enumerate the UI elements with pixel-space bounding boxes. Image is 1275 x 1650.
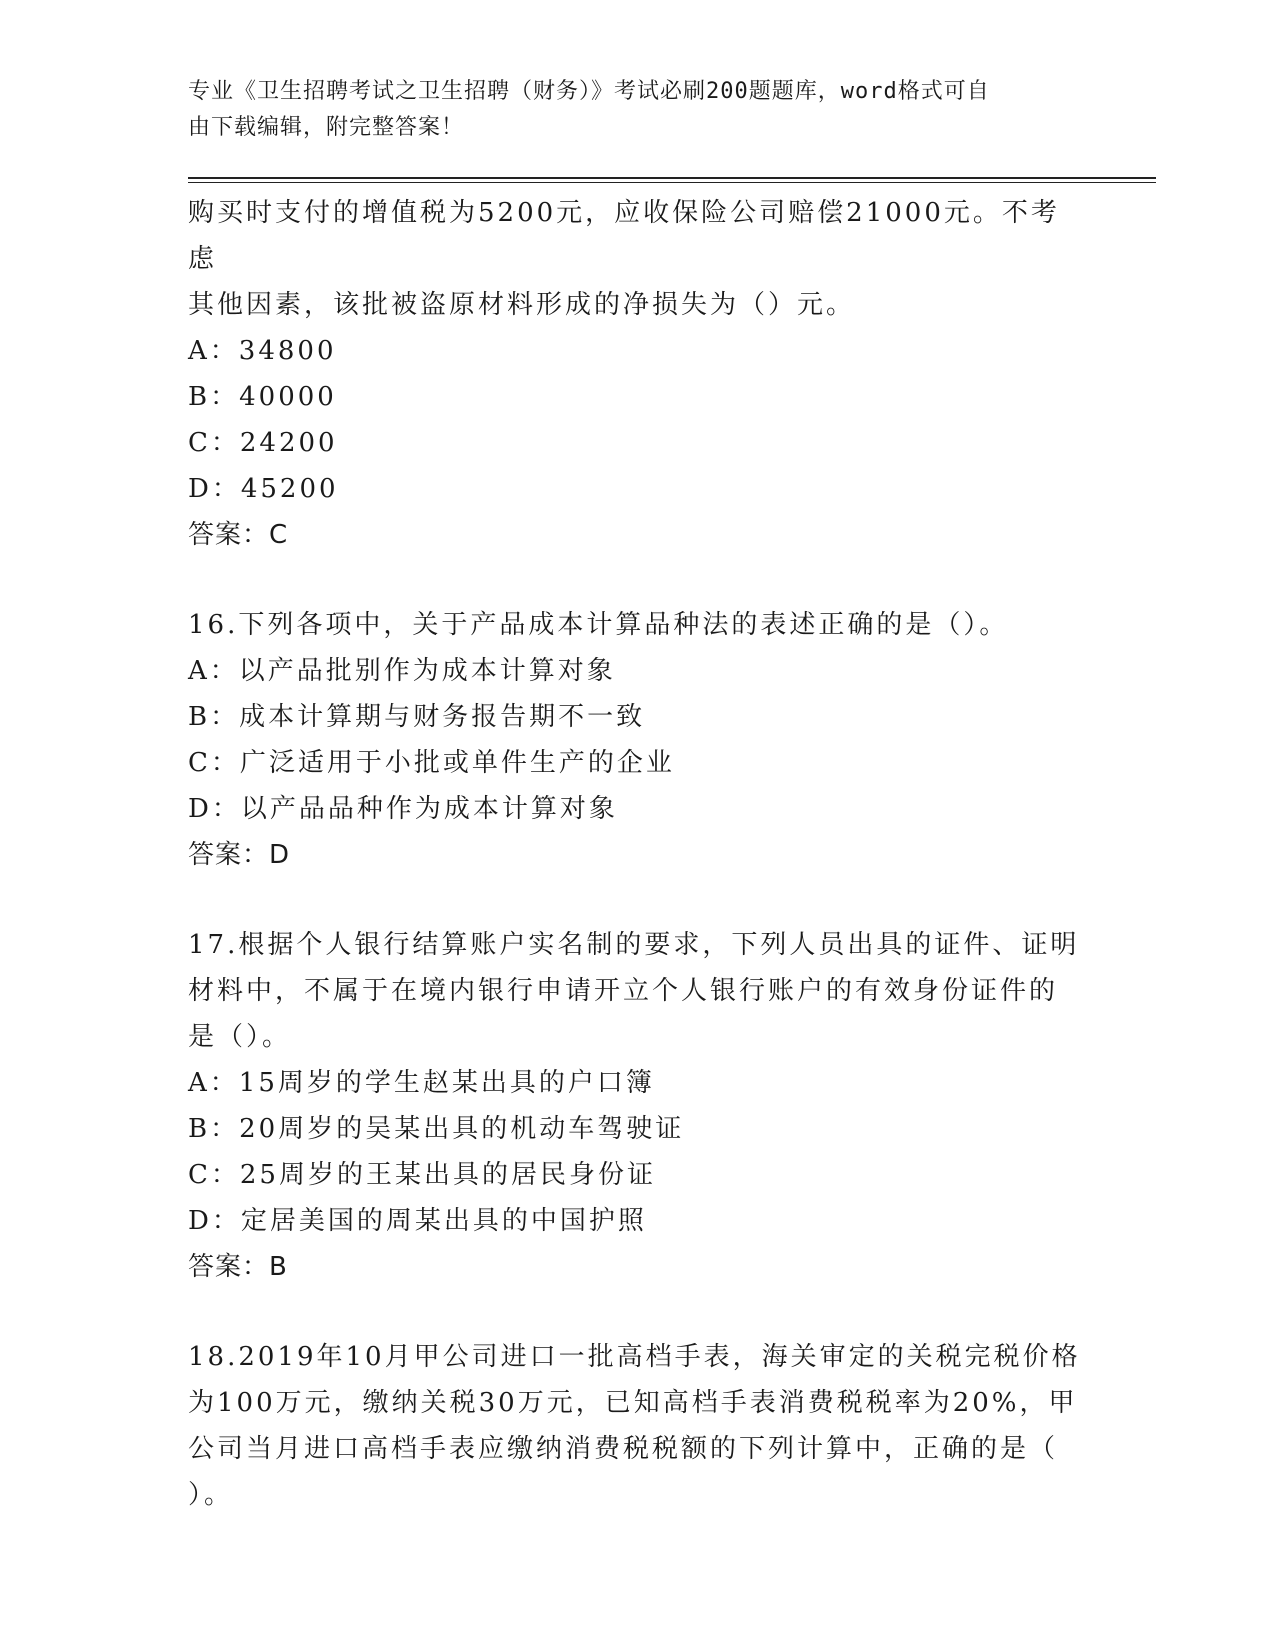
- option-d: D：以产品品种作为成本计算对象: [188, 794, 618, 824]
- question-text-line: 其他因素，该批被盗原材料形成的净损失为（）元。: [188, 290, 856, 320]
- question-text-line: 公司当月进口高档手表应缴纳消费税税额的下列计算中，正确的是（: [188, 1434, 1059, 1464]
- answer-line: 答案：B: [188, 1252, 288, 1282]
- answer-line: 答案：D: [188, 840, 291, 870]
- option-b: B：成本计算期与财务报告期不一致: [188, 702, 646, 732]
- question-text-line: 为100万元，缴纳关税30万元，已知高档手表消费税税率为20%，甲: [188, 1388, 1078, 1418]
- question-text-line: 16.下列各项中，关于产品成本计算品种法的表述正确的是（）。: [188, 610, 1009, 640]
- spacer: [188, 878, 1088, 922]
- question-17: [188, 922, 1088, 1290]
- option-d: D：定居美国的周某出具的中国护照: [188, 1206, 647, 1236]
- option-c: C：广泛适用于小批或单件生产的企业: [188, 748, 675, 778]
- option-b: B：40000: [188, 382, 337, 412]
- question-text-line: 18.2019年10月甲公司进口一批高档手表，海关审定的关税完税价格: [188, 1342, 1081, 1372]
- question-text-line: 材料中，不属于在境内银行申请开立个人银行账户的有效身份证件的: [188, 976, 1059, 1006]
- question-continued: [188, 190, 1088, 558]
- option-c: C：25周岁的王某出具的居民身份证: [188, 1160, 656, 1190]
- question-text-line: 购买时支付的增值税为5200元，应收保险公司赔偿21000元。不考虑: [188, 198, 1060, 274]
- document-body: [188, 190, 1088, 1518]
- question-text-line: ）。: [188, 1480, 234, 1510]
- option-d: D：45200: [188, 474, 339, 504]
- option-b: B：20周岁的吴某出具的机动车驾驶证: [188, 1114, 685, 1144]
- question-16: [188, 602, 1088, 878]
- header-line-1: 专业《卫生招聘考试之卫生招聘（财务）》考试必刷200题题库，word格式可自: [188, 79, 990, 104]
- spacer: [188, 558, 1088, 602]
- header-divider-thin: [188, 182, 1156, 183]
- option-a: A：15周岁的学生赵某出具的户口簿: [188, 1068, 655, 1098]
- option-c: C：24200: [188, 428, 338, 458]
- option-a: A：以产品批别作为成本计算对象: [188, 656, 616, 686]
- question-text-line: 是（）。: [188, 1022, 292, 1052]
- page-header: [188, 74, 1068, 146]
- spacer: [188, 1290, 1088, 1334]
- option-a: A：34800: [188, 336, 337, 366]
- answer-line: 答案：C: [188, 520, 289, 550]
- header-line-2: 由下载编辑，附完整答案！: [188, 115, 465, 140]
- question-text-line: 17.根据个人银行结算账户实名制的要求，下列人员出具的证件、证明: [188, 930, 1080, 960]
- question-18: [188, 1334, 1088, 1518]
- header-divider-thick: [188, 177, 1156, 179]
